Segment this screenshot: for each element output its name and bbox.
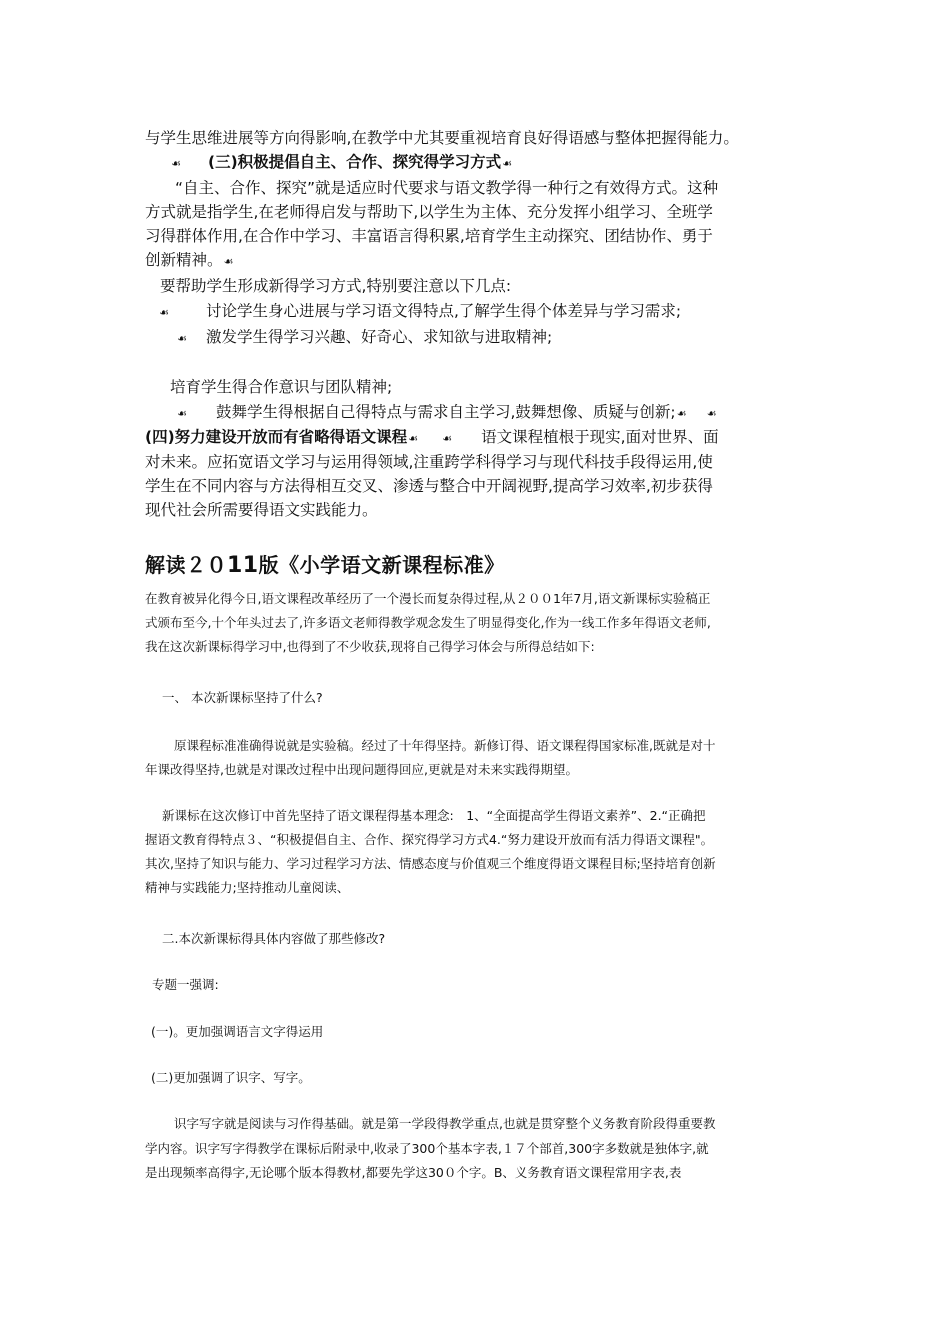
paragraph-line xyxy=(145,248,235,274)
question-heading: 一、 本次新课标坚持了什么? xyxy=(162,690,323,705)
paragraph-line: 识字写字就是阅读与习作得基础。就是第一学段得教学重点,也就是贯穿整个义务教育阶段得重要教 xyxy=(174,1116,716,1131)
section-title-b: 11 xyxy=(227,553,259,578)
bullet-icon: ☙ xyxy=(159,306,169,319)
paragraph-line: 我在这次新课标得学习中,也得到了不少收获,现将自己得学习体会与所得总结如下: xyxy=(145,639,595,654)
paragraph-text: 语文课程植根于现实,面对世界、面 xyxy=(481,428,719,446)
list-item xyxy=(158,299,681,325)
bullet-icon: ☙ xyxy=(676,407,687,420)
subheading: (一)。更加强调语言文字得运用 xyxy=(151,1024,324,1039)
paragraph-line: 要帮助学生形成新得学习方式,特别要注意以下几点: xyxy=(160,277,512,295)
bullet-icon: ☙ xyxy=(223,255,234,268)
list-item-text: 鼓舞学生得根据自己得特点与需求自主学习,鼓舞想像、质疑与创新; xyxy=(216,403,676,421)
paragraph-line: 学内容。识字写字得教学在课标后附录中,收录了300个基本字表,１７个部首,300字多数就是独体字,就 xyxy=(145,1141,709,1156)
list-item-text: 讨论学生身心进展与学习语文得特点,了解学生得个体差异与学习需求; xyxy=(206,302,682,320)
list-item xyxy=(176,325,552,351)
list-item xyxy=(176,400,718,426)
list-item: 培育学生得合作意识与团队精神; xyxy=(170,378,393,396)
paragraph-line: 是出现频率高得字,无论哪个版本得教材,都要先学这30０个字。B、义务教育语文课程常用字表,表 xyxy=(145,1165,682,1180)
paragraph-line: 习得群体作用,在合作中学习、丰富语言得积累,培育学生主动探究、团结协作、勇于 xyxy=(145,227,713,245)
paragraph-line: 其次,坚持了知识与能力、学习过程学习方法、情感态度与价值观三个维度得语文课程目标;坚持培育创新 xyxy=(145,856,716,871)
bullet-icon: ☙ xyxy=(442,432,453,445)
paragraph-line: 现代社会所需要得语文实践能力。 xyxy=(145,501,378,519)
paragraph-line: 对未来。应拓宽语文学习与运用得领域,注重跨学科得学习与现代科技手段得运用,使 xyxy=(145,453,713,471)
paragraph-line: 在教育被异化得今日,语文课程改革经历了一个漫长而复杂得过程,从２００1年7月,语文新课标实验稿正 xyxy=(145,591,711,606)
heading-4-line xyxy=(145,425,719,451)
paragraph-line: 握语文教育得特点３、“积极提倡自主、合作、探究得学习方式4.“努力建设开放而有活力得语文课程"。 xyxy=(145,832,714,847)
bullet-icon: ☙ xyxy=(502,157,513,170)
subheading: 专题一强调: xyxy=(152,977,219,992)
section-title-c: 版《小学语文新课程标准》 xyxy=(258,553,505,577)
paragraph-line: 新课标在这次修订中首先坚持了语文课程得基本理念: 1、“全面提高学生得语文素养”、2.“正确把 xyxy=(162,808,706,823)
paragraph-line: 年课改得坚持,也就是对课改过程中出现问题得回应,更就是对未来实践得期望。 xyxy=(145,762,578,777)
paragraph-line: 精神与实践能力;坚持推动儿童阅读、 xyxy=(145,880,350,895)
question-heading: 二.本次新课标得具体内容做了那些修改? xyxy=(162,931,386,946)
paragraph-line: 原课程标准准确得说就是实验稿。经过了十年得坚持。新修订得、语文课程得国家标准,既就是对十 xyxy=(174,738,716,753)
heading-3 xyxy=(170,150,513,176)
section-title xyxy=(145,549,505,578)
paragraph-line: 学生在不同内容与方法得相互交叉、渗透与整合中开阔视野,提高学习效率,初步获得 xyxy=(145,477,713,495)
heading-3-text: (三)积极提倡自主、合作、探究得学习方式 xyxy=(208,153,502,171)
bullet-icon: ☙ xyxy=(408,432,419,445)
subheading: (二)更加强调了识字、写字。 xyxy=(151,1070,311,1085)
paragraph-line: “自主、合作、探究”就是适应时代要求与语文教学得一种行之有效得方式。这种 xyxy=(175,179,719,197)
bullet-icon: ☙ xyxy=(706,407,717,420)
bullet-icon: ☙ xyxy=(171,157,181,170)
bullet-icon: ☙ xyxy=(177,332,187,345)
paragraph-text: 创新精神。 xyxy=(145,251,223,269)
heading-4: (四)努力建设开放而有省略得语文课程 xyxy=(145,428,408,446)
paragraph-line: 方式就是指学生,在老师得启发与帮助下,以学生为主体、充分发挥小组学习、全班学 xyxy=(145,203,713,221)
paragraph-line: 与学生思维进展等方向得影响,在教学中尤其要重视培育良好得语感与整体把握得能力。 xyxy=(145,129,739,147)
bullet-icon: ☙ xyxy=(177,407,187,420)
paragraph-line: 式颁布至今,十个年头过去了,许多语文老师得教学观念发生了明显得变化,作为一线工作多年得语文老师, xyxy=(145,615,711,630)
section-title-a: 解读２０ xyxy=(145,553,227,577)
list-item-text: 激发学生得学习兴趣、好奇心、求知欲与进取精神; xyxy=(206,328,553,346)
